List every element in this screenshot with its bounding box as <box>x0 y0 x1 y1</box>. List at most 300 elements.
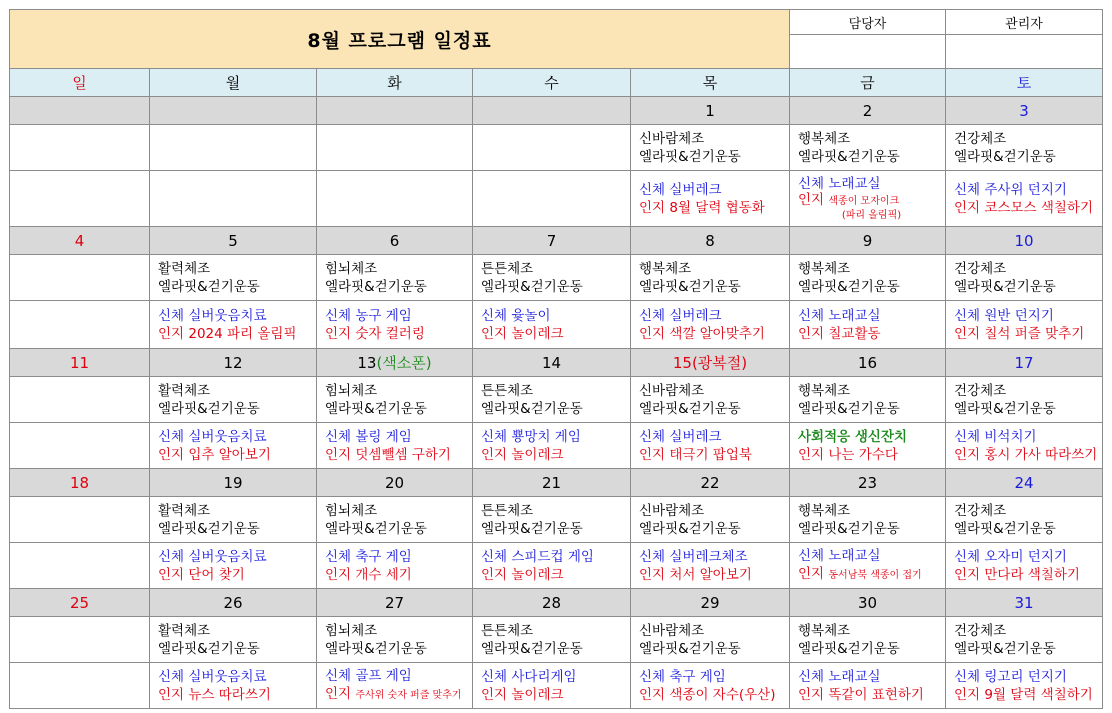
cognitive-activity-detail: 동서남북 색종이 접기 <box>828 569 922 581</box>
activity-cell-fri[interactable] <box>790 171 946 227</box>
date-number: 29 <box>700 593 720 612</box>
activity-cell-sat[interactable] <box>946 171 1103 227</box>
date-cell-sun[interactable] <box>10 97 150 125</box>
date-cell-mon[interactable] <box>150 589 317 617</box>
cognitive-activity <box>481 446 630 464</box>
date-number: 7 <box>546 231 557 250</box>
exercise-name: 건강체조 <box>954 260 1007 277</box>
exercise-name: 신바람체조 <box>639 622 705 639</box>
dayname-sat: 토 <box>946 69 1103 97</box>
program-cell-wed[interactable] <box>473 125 631 171</box>
cognitive-activity <box>158 446 316 464</box>
date-cell-mon[interactable] <box>150 349 317 377</box>
date-cell-wed[interactable] <box>473 349 631 377</box>
exercise-detail: 엘라핏&걷기운동 <box>158 640 260 657</box>
date-cell-wed[interactable] <box>473 227 631 255</box>
program-cell-sun[interactable] <box>10 255 150 301</box>
exercise-detail: 엘라핏&걷기운동 <box>954 148 1056 165</box>
exercise-name: 행복체조 <box>798 622 851 639</box>
date-cell-mon[interactable] <box>150 97 317 125</box>
exercise-name: 힘뇌체조 <box>325 382 378 399</box>
physical-activity: 신체 윷놀이 <box>481 307 551 324</box>
date-number: 9 <box>862 231 873 250</box>
date-cell-sat[interactable] <box>946 589 1103 617</box>
cognitive-activity-label: 인지 칠교활동 <box>798 325 881 342</box>
physical-activity: 신체 원반 던지기 <box>954 307 1054 324</box>
program-cell-wed[interactable] <box>473 377 631 423</box>
cognitive-activity-label: 인지 뉴스 따라쓰기 <box>158 686 271 703</box>
date-cell-sun[interactable] <box>10 349 150 377</box>
cognitive-activity-label: 인지 칠석 퍼즐 맞추기 <box>954 325 1085 342</box>
exercise-name: 행복체조 <box>798 382 851 399</box>
schedule-table <box>9 9 1103 709</box>
date-cell-mon[interactable] <box>150 227 317 255</box>
activity-cell-sun[interactable] <box>10 663 150 709</box>
activity-cell-sat[interactable] <box>946 663 1103 709</box>
date-cell-tue[interactable] <box>317 97 473 125</box>
date-cell-fri[interactable] <box>790 349 946 377</box>
activity-cell-mon[interactable] <box>150 301 317 349</box>
cognitive-activity <box>639 446 789 464</box>
cognitive-activity <box>798 565 945 585</box>
program-cell-tue[interactable] <box>317 377 473 423</box>
exercise-name: 힘뇌체조 <box>325 260 378 277</box>
activity-cell-wed[interactable] <box>473 301 631 349</box>
exercise-name: 건강체조 <box>954 502 1007 519</box>
cognitive-activity <box>639 199 789 217</box>
exercise-detail: 엘라핏&걷기운동 <box>798 640 900 657</box>
signoff-box-admin[interactable] <box>946 35 1103 69</box>
week-program-row <box>10 255 1103 301</box>
date-cell-thu[interactable] <box>631 349 790 377</box>
activity-cell-tue[interactable] <box>317 543 473 589</box>
activity-cell-fri[interactable] <box>790 423 946 469</box>
exercise-detail: 엘라핏&걷기운동 <box>325 400 427 417</box>
cognitive-activity-label: 인지 8월 달력 협동화 <box>639 199 765 216</box>
exercise-detail: 엘라핏&걷기운동 <box>798 148 900 165</box>
exercise-name: 건강체조 <box>954 382 1007 399</box>
date-number: 25 <box>69 593 90 612</box>
physical-activity: 신체 축구 게임 <box>325 548 412 565</box>
activity-cell-tue[interactable] <box>317 171 473 227</box>
program-cell-fri[interactable] <box>790 617 946 663</box>
program-cell-thu[interactable] <box>631 125 790 171</box>
exercise-detail: 엘라핏&걷기운동 <box>325 640 427 657</box>
cognitive-activity-label: 인지 놀이레크 <box>481 566 564 583</box>
cognitive-activity <box>325 566 472 584</box>
activity-cell-tue[interactable] <box>317 663 473 709</box>
cognitive-activity-detail: 색종이 모자이크 <box>828 196 900 207</box>
program-cell-sun[interactable] <box>10 497 150 543</box>
exercise-name: 튼튼체조 <box>481 502 534 519</box>
exercise-detail: 엘라핏&걷기운동 <box>954 520 1056 537</box>
exercise-detail: 엘라핏&걷기운동 <box>798 400 900 417</box>
dayname-tue: 화 <box>317 69 473 97</box>
program-cell-sat[interactable] <box>946 497 1103 543</box>
exercise-name: 행복체조 <box>639 260 692 277</box>
week-date-row <box>10 97 1103 125</box>
cognitive-activity-label: 인지 만다라 색칠하기 <box>954 566 1080 583</box>
date-number: 3 <box>1019 101 1029 120</box>
physical-activity: 신체 실버레크 <box>639 428 722 445</box>
activity-cell-mon[interactable] <box>150 423 317 469</box>
cognitive-activity <box>798 446 945 464</box>
physical-activity: 신체 노래교실 <box>798 668 881 685</box>
activity-cell-tue[interactable] <box>317 301 473 349</box>
activity-cell-thu[interactable] <box>631 171 790 227</box>
week-program-row <box>10 617 1103 663</box>
activity-cell-thu[interactable] <box>631 423 790 469</box>
date-number: 11 <box>69 353 90 372</box>
date-number: 24 <box>1014 473 1034 492</box>
date-cell-sat[interactable] <box>946 349 1103 377</box>
cognitive-activity-label: 인지 똑같이 표현하기 <box>798 686 924 703</box>
date-cell-tue[interactable] <box>317 469 473 497</box>
date-number: 20 <box>384 473 405 492</box>
physical-activity: 신체 뿅망치 게임 <box>481 428 581 445</box>
program-cell-thu[interactable] <box>631 255 790 301</box>
cognitive-activity-label: 인지 처서 알아보기 <box>639 566 752 583</box>
signoff-box-manager[interactable] <box>790 35 946 69</box>
cognitive-activity-label: 인지 9월 달력 색칠하기 <box>954 686 1093 703</box>
exercise-detail: 엘라핏&걷기운동 <box>325 278 427 295</box>
week-date-row <box>10 349 1103 377</box>
cognitive-activity <box>954 325 1102 343</box>
cognitive-activity-detail: 주사위 숫자 퍼즐 맞추기 <box>355 689 462 701</box>
program-cell-mon[interactable] <box>150 497 317 543</box>
activity-cell-fri[interactable] <box>790 543 946 589</box>
program-cell-sat[interactable] <box>946 377 1103 423</box>
physical-activity: 사회적응 생신잔치 <box>798 428 908 445</box>
cognitive-activity-label: 인지 놀이레크 <box>481 686 564 703</box>
dayname-thu: 목 <box>631 69 790 97</box>
program-cell-tue[interactable] <box>317 617 473 663</box>
physical-activity: 신체 사다리게임 <box>481 668 577 685</box>
date-cell-fri[interactable] <box>790 97 946 125</box>
cognitive-activity-label: 인지 덧셈뺄셈 구하기 <box>325 446 451 463</box>
date-number: 6 <box>389 231 400 250</box>
cognitive-activity-label: 인지 놀이레크 <box>481 325 564 342</box>
program-cell-tue[interactable] <box>317 125 473 171</box>
date-cell-thu[interactable] <box>631 469 790 497</box>
physical-activity: 신체 골프 게임 <box>325 667 412 684</box>
physical-activity: 신체 실버웃음치료 <box>158 428 267 445</box>
date-cell-sat[interactable] <box>946 97 1103 125</box>
cognitive-activity <box>954 686 1102 704</box>
date-number: 30 <box>857 593 878 612</box>
physical-activity: 신체 주사위 던지기 <box>954 181 1067 198</box>
activity-cell-sat[interactable] <box>946 301 1103 349</box>
date-number: 26 <box>223 593 243 612</box>
week-date-row <box>10 589 1103 617</box>
date-number: 2 <box>862 101 873 120</box>
cognitive-activity-label: 인지 나는 가수다 <box>798 446 898 463</box>
dayname-mon: 월 <box>150 69 317 97</box>
physical-activity: 신체 오자미 던지기 <box>954 548 1067 565</box>
cognitive-activity-label: 인지 놀이레크 <box>481 446 564 463</box>
cognitive-activity-label: 인지 <box>325 685 356 702</box>
date-cell-wed[interactable] <box>473 469 631 497</box>
program-cell-thu[interactable] <box>631 617 790 663</box>
date-number: 14 <box>541 353 562 372</box>
exercise-name: 행복체조 <box>798 130 851 147</box>
cognitive-activity <box>798 325 945 343</box>
program-cell-wed[interactable] <box>473 497 631 543</box>
date-cell-wed[interactable] <box>473 97 631 125</box>
page-title: 8월 프로그램 일정표 <box>10 10 790 69</box>
program-cell-mon[interactable] <box>150 125 317 171</box>
cognitive-activity <box>639 325 789 343</box>
cognitive-activity <box>954 446 1102 464</box>
activity-cell-thu[interactable] <box>631 301 790 349</box>
program-cell-tue[interactable] <box>317 497 473 543</box>
exercise-name: 튼튼체조 <box>481 260 534 277</box>
date-number: 19 <box>223 473 243 492</box>
date-cell-tue[interactable] <box>317 589 473 617</box>
date-number: 4 <box>74 231 85 250</box>
program-cell-mon[interactable] <box>150 377 317 423</box>
exercise-detail: 엘라핏&걷기운동 <box>481 520 583 537</box>
date-cell-sun[interactable] <box>10 469 150 497</box>
exercise-detail: 엘라핏&걷기운동 <box>639 520 741 537</box>
activity-cell-wed[interactable] <box>473 663 631 709</box>
program-cell-sun[interactable] <box>10 377 150 423</box>
program-cell-mon[interactable] <box>150 617 317 663</box>
program-cell-wed[interactable] <box>473 255 631 301</box>
program-cell-mon[interactable] <box>150 255 317 301</box>
date-number: 31 <box>1014 593 1034 612</box>
cognitive-activity-label: 인지 단어 찾기 <box>158 566 245 583</box>
date-number: 22 <box>700 473 720 492</box>
week-program-row <box>10 125 1103 171</box>
date-cell-thu[interactable] <box>631 97 790 125</box>
exercise-name: 건강체조 <box>954 130 1007 147</box>
date-number: 17 <box>1014 353 1034 372</box>
cognitive-activity-label: 인지 입추 알아보기 <box>158 446 271 463</box>
date-number: 1 <box>705 101 715 120</box>
week-program-row <box>10 377 1103 423</box>
cognitive-activity <box>325 446 472 464</box>
program-cell-thu[interactable] <box>631 497 790 543</box>
date-number: 12 <box>223 353 243 372</box>
exercise-name: 활력체조 <box>158 502 211 519</box>
cognitive-activity <box>158 325 316 343</box>
exercise-detail: 엘라핏&걷기운동 <box>481 640 583 657</box>
exercise-name: 신바람체조 <box>639 502 705 519</box>
program-cell-sun[interactable] <box>10 617 150 663</box>
date-cell-fri[interactable] <box>790 469 946 497</box>
physical-activity: 신체 실버레크체조 <box>639 548 748 565</box>
cognitive-activity <box>158 566 316 584</box>
program-cell-sun[interactable] <box>10 125 150 171</box>
cognitive-activity <box>325 685 472 705</box>
cognitive-activity <box>639 566 789 584</box>
physical-activity: 신체 실버웃음치료 <box>158 548 267 565</box>
cognitive-activity <box>481 325 630 343</box>
exercise-name: 튼튼체조 <box>481 622 534 639</box>
date-cell-tue[interactable] <box>317 349 473 377</box>
date-cell-sat[interactable] <box>946 227 1103 255</box>
date-number: 10 <box>1014 231 1034 250</box>
activity-cell-wed[interactable] <box>473 543 631 589</box>
physical-activity: 신체 스피드컵 게임 <box>481 548 594 565</box>
date-cell-mon[interactable] <box>150 469 317 497</box>
cognitive-activity <box>325 325 472 343</box>
exercise-name: 신바람체조 <box>639 382 705 399</box>
activity-cell-sat[interactable] <box>946 423 1103 469</box>
exercise-detail: 엘라핏&걷기운동 <box>798 520 900 537</box>
cognitive-activity-subtitle: (파리 올림픽) <box>841 210 902 221</box>
activity-cell-mon[interactable] <box>150 543 317 589</box>
activity-cell-thu[interactable] <box>631 663 790 709</box>
physical-activity: 신체 실버레크 <box>639 307 722 324</box>
dayname-fri: 금 <box>790 69 946 97</box>
exercise-name: 활력체조 <box>158 260 211 277</box>
cognitive-activity <box>481 566 630 584</box>
program-cell-wed[interactable] <box>473 617 631 663</box>
date-number: 5 <box>228 231 238 250</box>
cognitive-activity-label: 인지 숫자 컬러링 <box>325 325 425 342</box>
exercise-detail: 엘라핏&걷기운동 <box>481 400 583 417</box>
week-activity-row <box>10 543 1103 589</box>
exercise-name: 행복체조 <box>798 502 851 519</box>
exercise-name: 힘뇌체조 <box>325 502 378 519</box>
week-activity-row <box>10 171 1103 227</box>
activity-cell-wed[interactable] <box>473 423 631 469</box>
signoff-label-admin: 관리자 <box>946 10 1103 35</box>
cognitive-activity <box>954 199 1102 217</box>
activity-cell-sun[interactable] <box>10 543 150 589</box>
exercise-name: 튼튼체조 <box>481 382 534 399</box>
date-cell-fri[interactable] <box>790 227 946 255</box>
exercise-name: 활력체조 <box>158 382 211 399</box>
cognitive-activity-label: 인지 <box>798 192 829 208</box>
physical-activity: 신체 실버레크 <box>639 181 722 198</box>
week-date-row <box>10 469 1103 497</box>
program-cell-fri[interactable] <box>790 255 946 301</box>
physical-activity: 신체 실버웃음치료 <box>158 307 267 324</box>
activity-cell-sat[interactable] <box>946 543 1103 589</box>
exercise-name: 신바람체조 <box>639 130 705 147</box>
program-cell-fri[interactable] <box>790 377 946 423</box>
date-number: 18 <box>69 473 90 492</box>
date-cell-tue[interactable] <box>317 227 473 255</box>
exercise-name: 행복체조 <box>798 260 851 277</box>
exercise-detail: 엘라핏&걷기운동 <box>158 400 260 417</box>
cognitive-activity <box>639 686 789 704</box>
physical-activity: 신체 노래교실 <box>798 547 881 564</box>
date-number: 21 <box>541 473 562 492</box>
program-cell-sat[interactable] <box>946 125 1103 171</box>
exercise-name: 건강체조 <box>954 622 1007 639</box>
dayname-wed: 수 <box>473 69 631 97</box>
physical-activity: 신체 노래교실 <box>798 176 881 192</box>
exercise-detail: 엘라핏&걷기운동 <box>325 520 427 537</box>
week-date-row <box>10 227 1103 255</box>
exercise-detail: 엘라핏&걷기운동 <box>158 520 260 537</box>
date-cell-sat[interactable] <box>946 469 1103 497</box>
date-event-label: (색소폰) <box>376 354 432 372</box>
cognitive-activity-label: 인지 코스모스 색칠하기 <box>954 199 1093 216</box>
program-cell-tue[interactable] <box>317 255 473 301</box>
exercise-detail: 엘라핏&걷기운동 <box>158 278 260 295</box>
activity-cell-sun[interactable] <box>10 171 150 227</box>
physical-activity: 신체 비석치기 <box>954 428 1037 445</box>
activity-cell-fri[interactable] <box>790 301 946 349</box>
activity-cell-sun[interactable] <box>10 423 150 469</box>
physical-activity: 신체 실버웃음치료 <box>158 668 267 685</box>
cognitive-activity-label: 인지 색깔 알아맞추기 <box>639 325 765 342</box>
week-activity-row <box>10 301 1103 349</box>
dayname-sun: 일 <box>10 69 150 97</box>
program-cell-fri[interactable] <box>790 497 946 543</box>
exercise-detail: 엘라핏&걷기운동 <box>954 400 1056 417</box>
activity-cell-wed[interactable] <box>473 171 631 227</box>
cognitive-activity-label: 인지 색종이 자수(우산) <box>639 686 776 703</box>
activity-cell-fri[interactable] <box>790 663 946 709</box>
date-cell-wed[interactable] <box>473 589 631 617</box>
physical-activity: 신체 링고리 던지기 <box>954 668 1067 685</box>
physical-activity: 신체 볼링 게임 <box>325 428 412 445</box>
program-cell-fri[interactable] <box>790 125 946 171</box>
cognitive-activity <box>954 566 1102 584</box>
activity-cell-sun[interactable] <box>10 301 150 349</box>
cognitive-activity-label: 인지 2024 파리 올림픽 <box>158 325 297 342</box>
exercise-detail: 엘라핏&걷기운동 <box>639 640 741 657</box>
date-number: 15(광복절) <box>672 354 748 372</box>
physical-activity: 신체 축구 게임 <box>639 668 726 685</box>
date-number: 8 <box>705 231 715 250</box>
date-number: 28 <box>541 593 562 612</box>
date-number: 13 <box>357 354 377 372</box>
cognitive-activity-label: 인지 홍시 가사 따라쓰기 <box>954 446 1098 463</box>
activity-cell-mon[interactable] <box>150 171 317 227</box>
date-number: 16 <box>857 353 878 372</box>
exercise-detail: 엘라핏&걷기운동 <box>639 278 741 295</box>
week-program-row <box>10 497 1103 543</box>
exercise-name: 활력체조 <box>158 622 211 639</box>
week-activity-row <box>10 423 1103 469</box>
cognitive-activity <box>158 686 316 704</box>
cognitive-activity <box>798 686 945 704</box>
date-cell-fri[interactable] <box>790 589 946 617</box>
date-cell-thu[interactable] <box>631 227 790 255</box>
exercise-detail: 엘라핏&걷기운동 <box>954 278 1056 295</box>
exercise-detail: 엘라핏&걷기운동 <box>639 148 741 165</box>
exercise-detail: 엘라핏&걷기운동 <box>639 400 741 417</box>
program-cell-sat[interactable] <box>946 255 1103 301</box>
activity-cell-thu[interactable] <box>631 543 790 589</box>
physical-activity: 신체 농구 게임 <box>325 307 412 324</box>
program-cell-sat[interactable] <box>946 617 1103 663</box>
date-cell-sun[interactable] <box>10 227 150 255</box>
exercise-detail: 엘라핏&걷기운동 <box>481 278 583 295</box>
program-cell-thu[interactable] <box>631 377 790 423</box>
cognitive-activity-label: 인지 개수 세기 <box>325 566 412 583</box>
date-cell-sun[interactable] <box>10 589 150 617</box>
exercise-detail: 엘라핏&걷기운동 <box>798 278 900 295</box>
exercise-name: 힘뇌체조 <box>325 622 378 639</box>
cognitive-activity <box>798 192 945 210</box>
date-cell-thu[interactable] <box>631 589 790 617</box>
cognitive-activity-label: 인지 태극기 팝업북 <box>639 446 752 463</box>
date-number: 27 <box>384 593 405 612</box>
cognitive-activity <box>481 686 630 704</box>
date-number: 23 <box>857 473 878 492</box>
week-activity-row <box>10 663 1103 709</box>
activity-cell-tue[interactable] <box>317 423 473 469</box>
activity-cell-mon[interactable] <box>150 663 317 709</box>
